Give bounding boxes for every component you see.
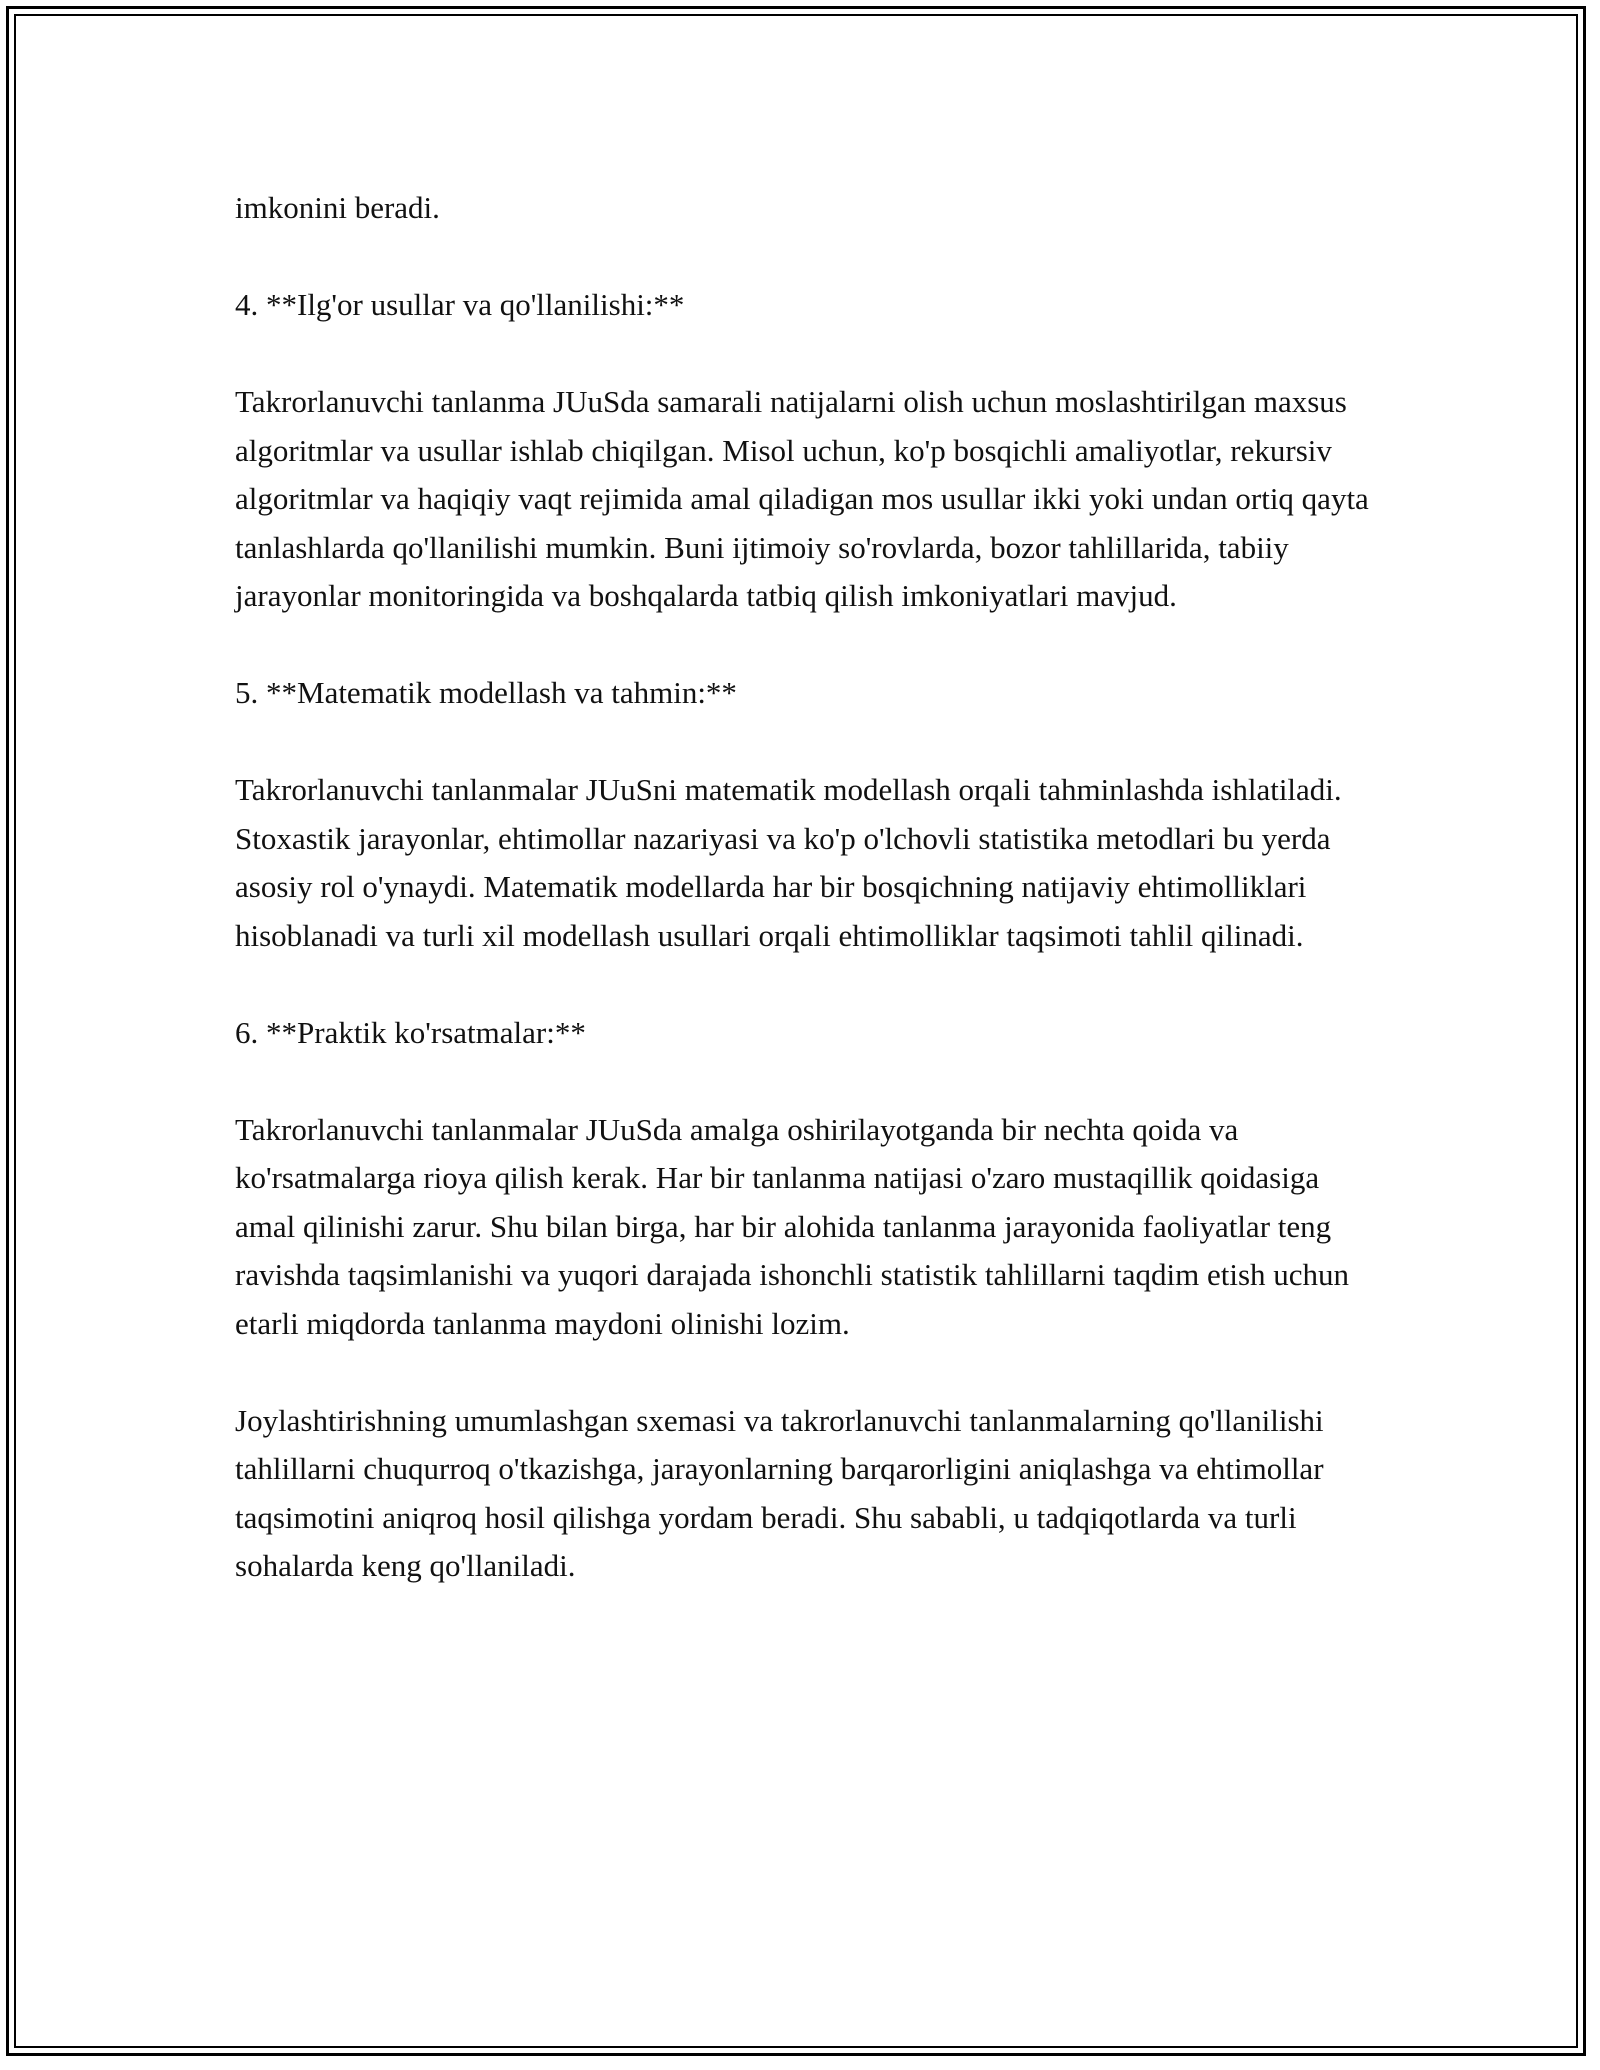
document-body [235, 184, 1375, 1639]
paragraph-continuation: imkonini beradi. [235, 190, 440, 225]
section-heading-6: 6. **Praktik ko'rsatmalar:** [235, 1014, 586, 1050]
paragraph-mathematical-modeling: Takrorlanuvchi tanlanmalar JUuSni matematik modellash orqali tahminlashda ishlatiladi. Stoxastik jarayonlar, ehtimollar nazariyasi va ko'p o'lchovli statistika metodlari bu yerda asosiy rol o'ynaydi. Matematik modellarda har bir bosqichning natijaviy ehtimolliklari hisoblanadi va turli xil modellash usullari orqali ehtimolliklar taqsimoti tahlil qilinadi. [235, 772, 1342, 953]
paragraph-advanced-methods: Takrorlanuvchi tanlanma JUuSda samarali natijalarni olish uchun moslashtirilgan maxsus algoritmlar va usullar ishlab chiqilgan. Misol uchun, ko'p bosqichli amaliyotlar, rekursiv algoritmlar va haqiqiy vaqt rejimida amal qiladigan mos usullar ikki yoki undan ortiq qayta tanlashlarda qo'llanilishi mumkin. Buni ijtimoiy so'rovlarda, bozor tahlillarida, tabiiy jarayonlar monitoringida va boshqalarda tatbiq qilish imkoniyatlari mavjud. [235, 384, 1369, 613]
paragraph-conclusion: Joylashtirishning umumlashgan sxemasi va takrorlanuvchi tanlanmalarning qo'llanilishi tahlillarni chuqurroq o'tkazishga, jarayonlarning barqarorligini aniqlashga va ehtimollar taqsimotini aniqroq hosil qilishga yordam beradi. Shu sababli, u tadqiqotlarda va turli sohalarda keng qo'llaniladi. [235, 1402, 1324, 1583]
section-heading-5: 5. **Matematik modellash va tahmin:** [235, 675, 737, 710]
section-heading-4: 4. **Ilg'or usullar va qo'llanilishi:** [235, 287, 685, 322]
paragraph-practical-guidelines: Takrorlanuvchi tanlanmalar JUuSda amalga oshirilayotganda bir nechta qoida va ko'rsatmalarga rioya qilish kerak. Har bir tanlanma natijasi o'zaro mustaqillik qoidasiga amal qilinishi zarur. Shu bilan birga, har bir alohida tanlanma jarayonida faoliyatlar teng ravishda taqsimlanishi va yuqori darajada ishonchli statistik tahlillarni taqdim etish uchun etarli miqdorda tanlanma maydoni olinishi lozim. [235, 1111, 1350, 1341]
